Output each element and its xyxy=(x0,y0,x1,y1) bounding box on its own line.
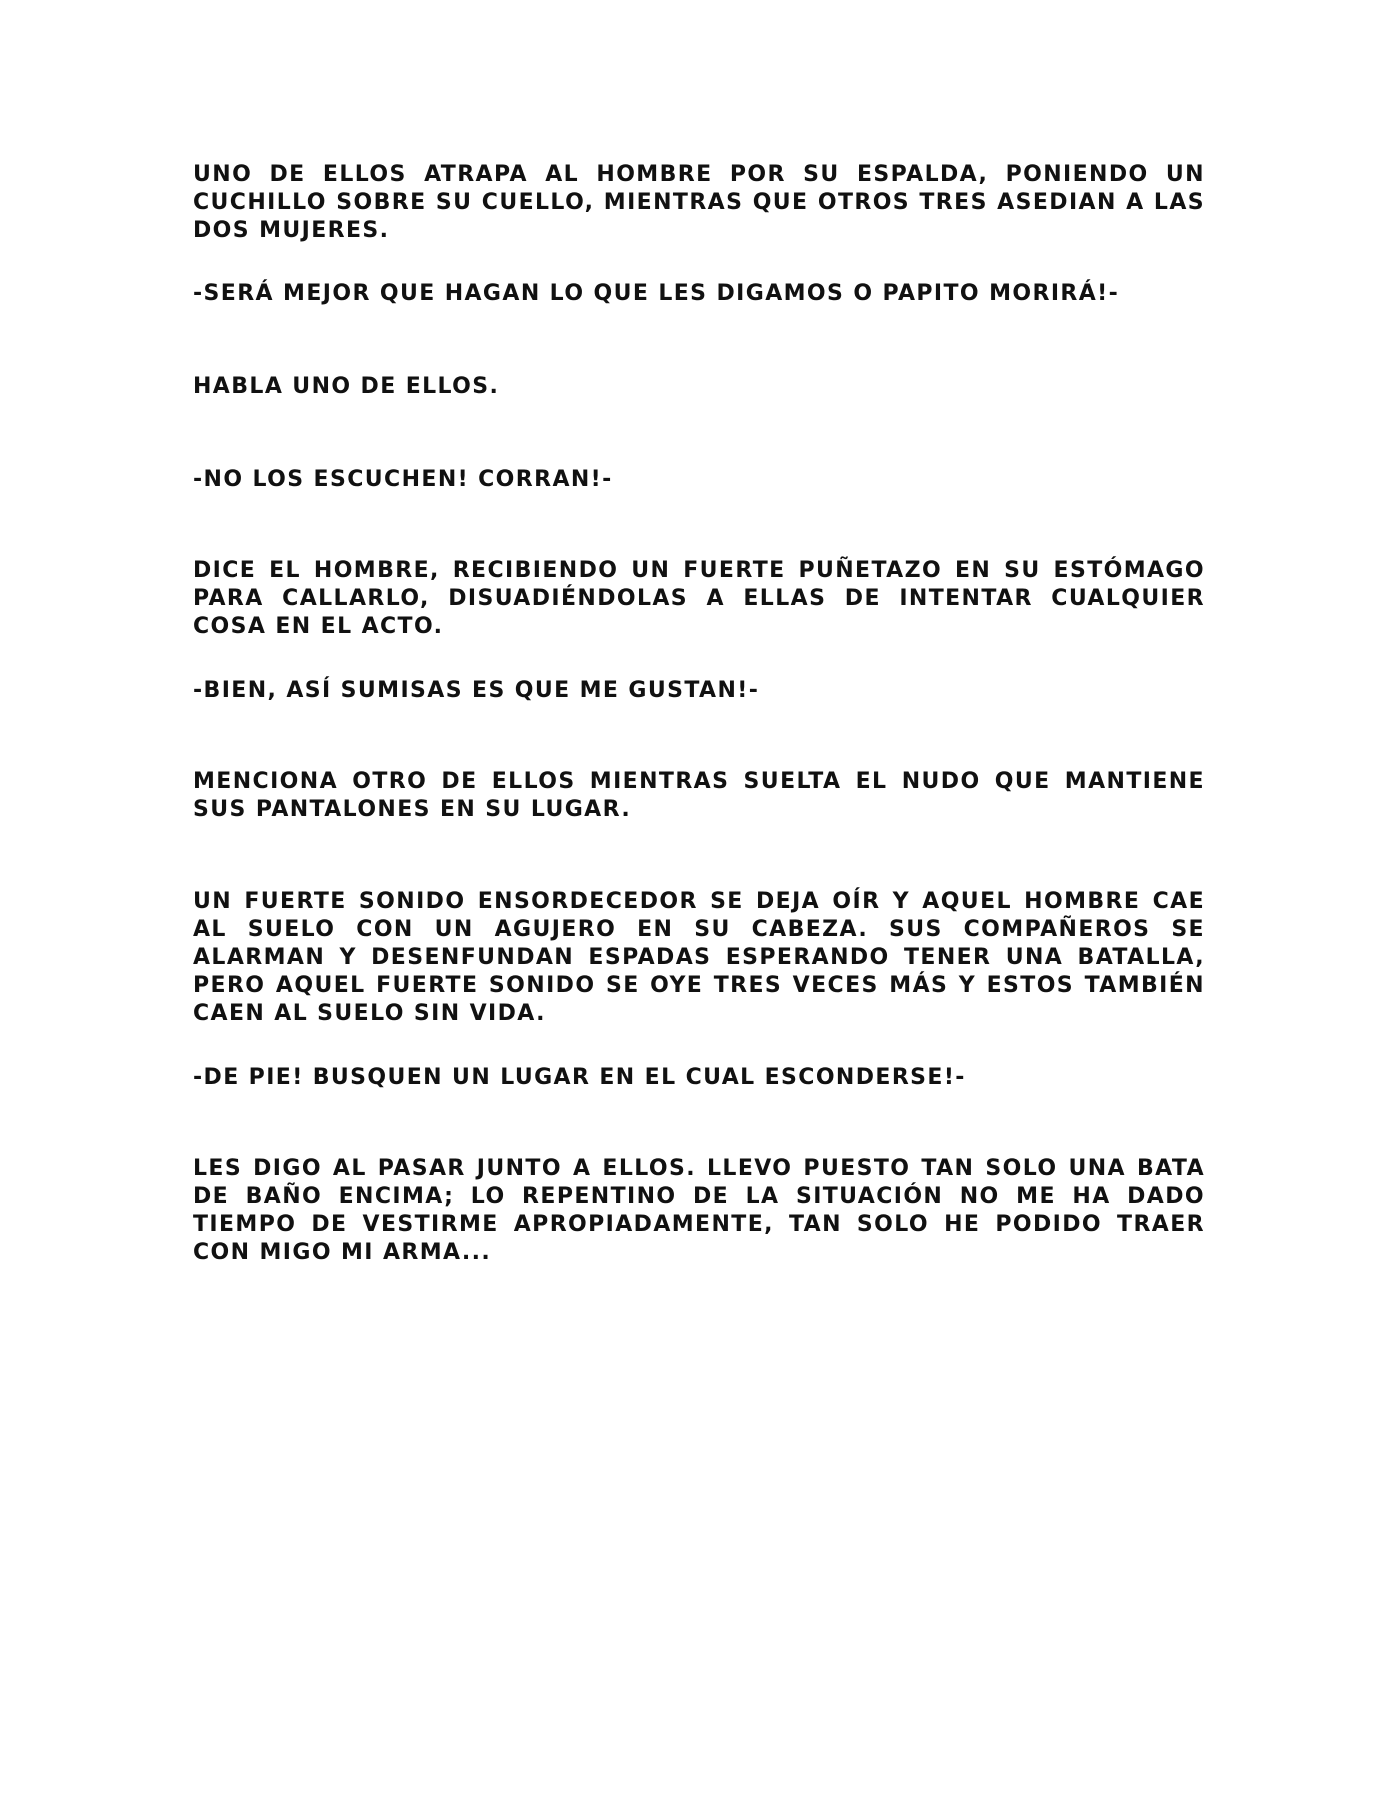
narration-paragraph: MENCIONA OTRO DE ELLOS MIENTRAS SUELTA EL NUDO QUE MANTIENE SUS PANTALONES EN SU LUGAR. xyxy=(193,769,1205,822)
narration-paragraph: DICE EL HOMBRE, RECIBIENDO UN FUERTE PUÑETAZO EN SU ESTÓMAGO PARA CALLARLO, DISUADIÉNDOLAS A ELLAS DE INTENTAR CUALQUIER COSA EN EL ACTO. xyxy=(193,558,1205,639)
narration-paragraph: HABLA UNO DE ELLOS. xyxy=(193,374,500,399)
narration-paragraph: UN FUERTE SONIDO ENSORDECEDOR SE DEJA OÍR Y AQUEL HOMBRE CAE AL SUELO CON UN AGUJERO EN SU CABEZA. SUS COMPAÑEROS SE ALARMAN Y DESENFUNDAN ESPADAS ESPERANDO TENER UNA BATALLA, PERO AQUEL FUERTE SONIDO SE OYE TRES VECES MÁS Y ESTOS TAMBIÉN CAEN AL SUELO SIN VIDA. xyxy=(193,889,1205,1026)
dialogue-line: -DE PIE! BUSQUEN UN LUGAR EN EL CUAL ESCONDERSE!- xyxy=(193,1065,966,1090)
narration-paragraph: LES DIGO AL PASAR JUNTO A ELLOS. LLEVO PUESTO TAN SOLO UNA BATA DE BAÑO ENCIMA; LO REPENTINO DE LA SITUACIÓN NO ME HA DADO TIEMPO DE VESTIRME APROPIADAMENTE, TAN SOLO HE PODIDO TRAER CON MIGO MI ARMA... xyxy=(193,1156,1205,1265)
dialogue-line: -BIEN, ASÍ SUMISAS ES QUE ME GUSTAN!- xyxy=(193,678,760,703)
dialogue-line: -SERÁ MEJOR QUE HAGAN LO QUE LES DIGAMOS O PAPITO MORIRÁ!- xyxy=(193,281,1120,306)
dialogue-line: -NO LOS ESCUCHEN! CORRAN!- xyxy=(193,467,613,492)
narration-paragraph: UNO DE ELLOS ATRAPA AL HOMBRE POR SU ESPALDA, PONIENDO UN CUCHILLO SOBRE SU CUELLO, MIENTRAS QUE OTROS TRES ASEDIAN A LAS DOS MUJERES. xyxy=(193,162,1205,243)
